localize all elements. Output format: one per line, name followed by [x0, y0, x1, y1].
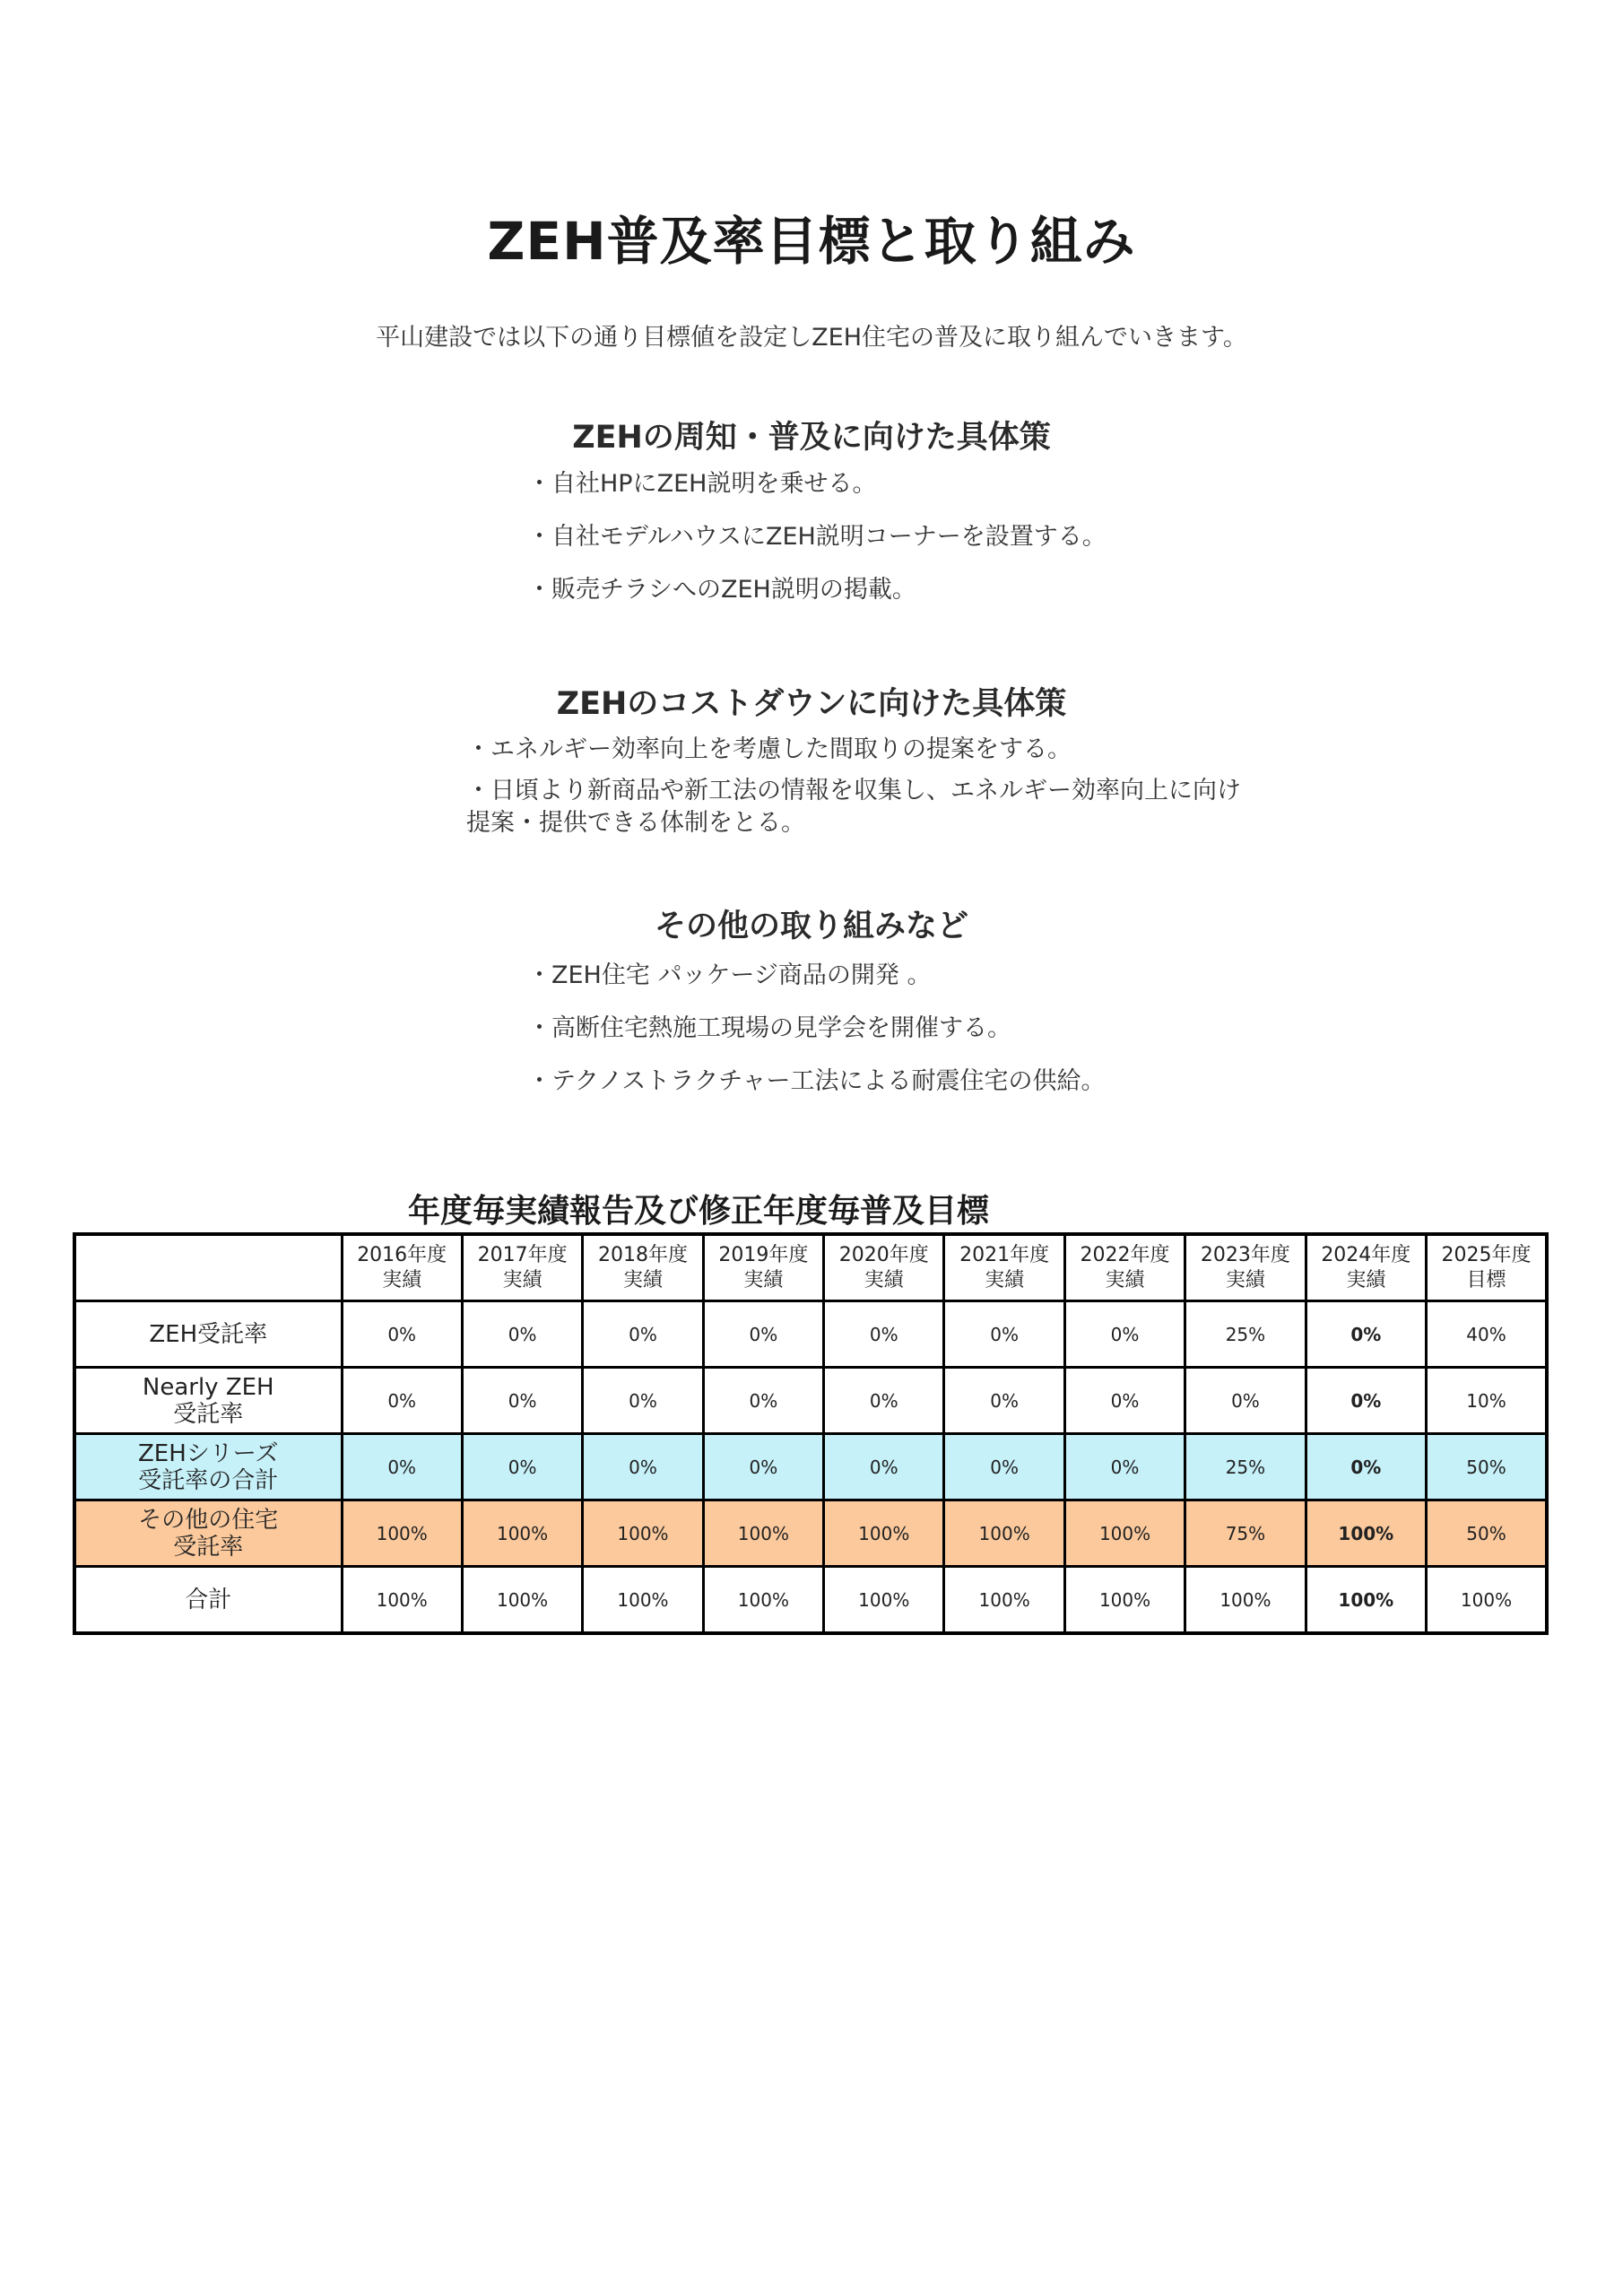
table-cell: 0% — [583, 1301, 703, 1368]
table-cell: 100% — [824, 1500, 944, 1567]
list-item: ・ZEH住宅 パッケージ商品の開発 。 — [527, 961, 932, 989]
table-cell: 0% — [824, 1368, 944, 1434]
list-item: ・自社モデルハウスにZEH説明コーナーを設置する。 — [527, 523, 1107, 551]
table-cell: 100% — [583, 1567, 703, 1634]
table-cell: 0% — [1064, 1434, 1185, 1500]
column-header: 2022年度 実績 — [1064, 1234, 1185, 1301]
column-header: 2025年度 目標 — [1427, 1234, 1547, 1301]
table-cell: 0% — [944, 1301, 1064, 1368]
column-header: 2021年度 実績 — [944, 1234, 1064, 1301]
table-cell: 0% — [824, 1301, 944, 1368]
row-label: ZEH受託率 — [74, 1301, 342, 1368]
column-header: 2017年度 実績 — [462, 1234, 582, 1301]
table-cell: 0% — [462, 1368, 582, 1434]
table-cell: 0% — [944, 1434, 1064, 1500]
table-row-nearly-zeh — [74, 1368, 1547, 1434]
table-cell: 0% — [583, 1368, 703, 1434]
other-list — [527, 958, 1106, 1117]
table-cell: 100% — [944, 1567, 1064, 1634]
table-cell: 0% — [342, 1368, 462, 1434]
table-cell: 100% — [462, 1500, 582, 1567]
table-cell: 0% — [342, 1301, 462, 1368]
table-cell: 40% — [1427, 1301, 1547, 1368]
list-item: ・日頃より新商品や新工法の情報を収集し、エネルギー効率向上に向け提案・提供できる体制をとる。 — [466, 777, 1241, 837]
table-cell: 100% — [1185, 1567, 1306, 1634]
table-cell: 0% — [462, 1434, 582, 1500]
table-cell: 0% — [703, 1301, 823, 1368]
list-item: ・エネルギー効率向上を考慮した間取りの提案をする。 — [466, 735, 1072, 763]
table-row-total — [74, 1567, 1547, 1634]
table-cell: 100% — [583, 1500, 703, 1567]
table-cell: 0% — [1064, 1301, 1185, 1368]
table-cell: 100% — [342, 1500, 462, 1567]
table-cell: 100% — [944, 1500, 1064, 1567]
report-table — [73, 1232, 1549, 1635]
awareness-list — [527, 466, 1107, 625]
table-cell: 0% — [824, 1434, 944, 1500]
table-cell: 100% — [703, 1567, 823, 1634]
section-heading-awareness: ZEHの周知・普及に向けた具体策 — [572, 420, 1051, 456]
section-heading-cost-down: ZEHのコストダウンに向けた具体策 — [556, 686, 1067, 722]
table-cell: 25% — [1185, 1301, 1306, 1368]
table-cell: 0% — [703, 1368, 823, 1434]
table-cell: 0% — [1185, 1368, 1306, 1434]
table-cell: 0% — [703, 1434, 823, 1500]
table-row-other-housing — [74, 1500, 1547, 1567]
table-cell: 100% — [342, 1567, 462, 1634]
header-corner-cell — [74, 1234, 342, 1301]
table-cell: 100% — [462, 1567, 582, 1634]
list-item: ・高断住宅熱施工現場の見学会を開催する。 — [527, 1014, 1011, 1042]
table-cell: 50% — [1427, 1500, 1547, 1567]
column-header: 2023年度 実績 — [1185, 1234, 1306, 1301]
column-header: 2016年度 実績 — [342, 1234, 462, 1301]
table-cell: 0% — [342, 1434, 462, 1500]
row-label: ZEHシリーズ 受託率の合計 — [74, 1434, 342, 1500]
column-header: 2020年度 実績 — [824, 1234, 944, 1301]
table-cell: 0% — [462, 1301, 582, 1368]
table-cell: 50% — [1427, 1434, 1547, 1500]
table-cell: 100% — [1427, 1567, 1547, 1634]
table-header-row — [74, 1234, 1547, 1301]
list-item: ・テクノストラクチャー工法による耐震住宅の供給。 — [527, 1067, 1106, 1095]
table-cell: 25% — [1185, 1434, 1306, 1500]
table-row-zeh-series-total — [74, 1434, 1547, 1500]
table-cell: 100% — [1064, 1500, 1185, 1567]
table-cell: 0% — [1306, 1368, 1426, 1434]
table-title: 年度毎実績報告及び修正年度毎普及目標 — [408, 1193, 990, 1230]
table-cell: 100% — [824, 1567, 944, 1634]
list-item: ・自社HPにZEH説明を乗せる。 — [527, 470, 877, 498]
column-header: 2024年度 実績 — [1306, 1234, 1426, 1301]
row-label: 合計 — [74, 1567, 342, 1634]
table-cell: 0% — [1306, 1301, 1426, 1368]
table-cell: 10% — [1427, 1368, 1547, 1434]
table-row-zeh — [74, 1301, 1547, 1368]
table-cell: 0% — [944, 1368, 1064, 1434]
table-cell: 100% — [1064, 1567, 1185, 1634]
row-label: Nearly ZEH 受託率 — [74, 1368, 342, 1434]
table-cell: 0% — [1064, 1368, 1185, 1434]
table-cell: 0% — [1306, 1434, 1426, 1500]
page-title: ZEH普及率目標と取り組み — [487, 211, 1136, 272]
column-header: 2019年度 実績 — [703, 1234, 823, 1301]
column-header: 2018年度 実績 — [583, 1234, 703, 1301]
intro-text: 平山建設では以下の通り目標値を設定しZEH住宅の普及に取り組んでいきます。 — [376, 324, 1247, 352]
row-label: その他の住宅 受託率 — [74, 1500, 342, 1567]
table-cell: 100% — [1306, 1567, 1426, 1634]
table-cell: 100% — [703, 1500, 823, 1567]
cost-down-list — [466, 734, 1255, 848]
section-heading-other: その他の取り組みなど — [654, 909, 968, 944]
table-cell: 75% — [1185, 1500, 1306, 1567]
table-cell: 100% — [1306, 1500, 1426, 1567]
table-cell: 0% — [583, 1434, 703, 1500]
list-item: ・販売チラシへのZEH説明の掲載。 — [527, 576, 916, 604]
